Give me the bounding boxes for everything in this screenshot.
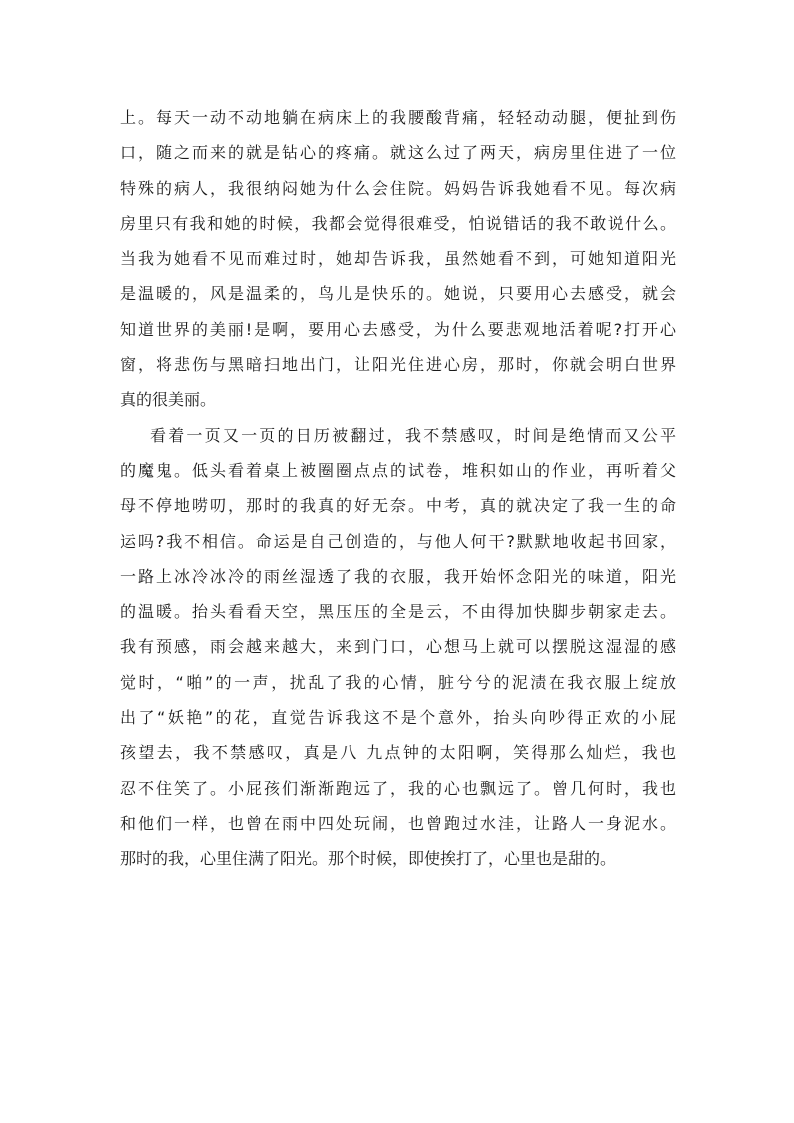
text-line: 孩望去，我不禁感叹，真是八 九点钟的太阳啊，笑得那么灿烂，我也 xyxy=(120,743,676,763)
text-line: 真的很美丽。 xyxy=(120,390,217,410)
text-line: 上。每天一动不动地躺在病床上的我腰酸背痛，轻轻动动腿，便扯到伤 xyxy=(120,108,676,127)
text-line: 忍不住笑了。小屁孩们渐渐跑远了，我的心也飘远了。曾几何时，我也 xyxy=(120,778,676,798)
text-line: 口，随之而来的就是钻心的疼痛。就这么过了两天，病房里住进了一位 xyxy=(120,143,676,163)
document-body xyxy=(120,100,676,877)
text-line: 觉时，“啪”的一声，扰乱了我的心情，脏兮兮的泥渍在我衣服上绽放 xyxy=(120,672,676,692)
paragraph xyxy=(120,418,676,877)
text-line: 的温暖。抬头看看天空，黑压压的全是云，不由得加快脚步朝家走去。 xyxy=(120,602,676,622)
text-line: 是温暖的，风是温柔的，鸟儿是快乐的。她说，只要用心去感受，就会 xyxy=(120,284,676,304)
text-line: 和他们一样，也曾在雨中四处玩闹，也曾跑过水洼，让路人一身泥水。 xyxy=(120,813,676,833)
text-line: 运吗?我不相信。命运是自己创造的，与他人何干?默默地收起书回家， xyxy=(120,531,676,551)
text-line: 母不停地唠叨，那时的我真的好无奈。中考，真的就决定了我一生的命 xyxy=(120,496,676,516)
text-line: 知道世界的美丽!是啊，要用心去感受，为什么要悲观地活着呢?打开心 xyxy=(120,319,676,339)
text-line: 窗，将悲伤与黑暗扫地出门，让阳光住进心房，那时，你就会明白世界 xyxy=(120,355,676,375)
paragraph xyxy=(120,100,676,418)
text-line: 出了“妖艳”的花，直觉告诉我这不是个意外，抬头向吵得正欢的小屁 xyxy=(120,708,676,728)
text-line: 看着一页又一页的日历被翻过，我不禁感叹，时间是绝情而又公平 xyxy=(150,425,676,445)
text-line: 的魔鬼。低头看着桌上被圈圈点点的试卷，堆积如山的作业，再听着父 xyxy=(120,460,676,480)
text-line: 一路上冰冷冰冷的雨丝湿透了我的衣服，我开始怀念阳光的味道，阳光 xyxy=(120,566,676,586)
text-line: 特殊的病人，我很纳闷她为什么会住院。妈妈告诉我她看不见。每次病 xyxy=(120,178,676,198)
text-line: 当我为她看不见而难过时，她却告诉我，虽然她看不到，可她知道阳光 xyxy=(120,249,676,269)
text-line: 房里只有我和她的时候，我都会觉得很难受，怕说错话的我不敢说什么。 xyxy=(120,213,676,233)
text-line: 那时的我，心里住满了阳光。那个时候，即使挨打了，心里也是甜的。 xyxy=(120,849,617,869)
text-line: 我有预感，雨会越来越大，来到门口，心想马上就可以摆脱这湿湿的感 xyxy=(120,637,676,657)
